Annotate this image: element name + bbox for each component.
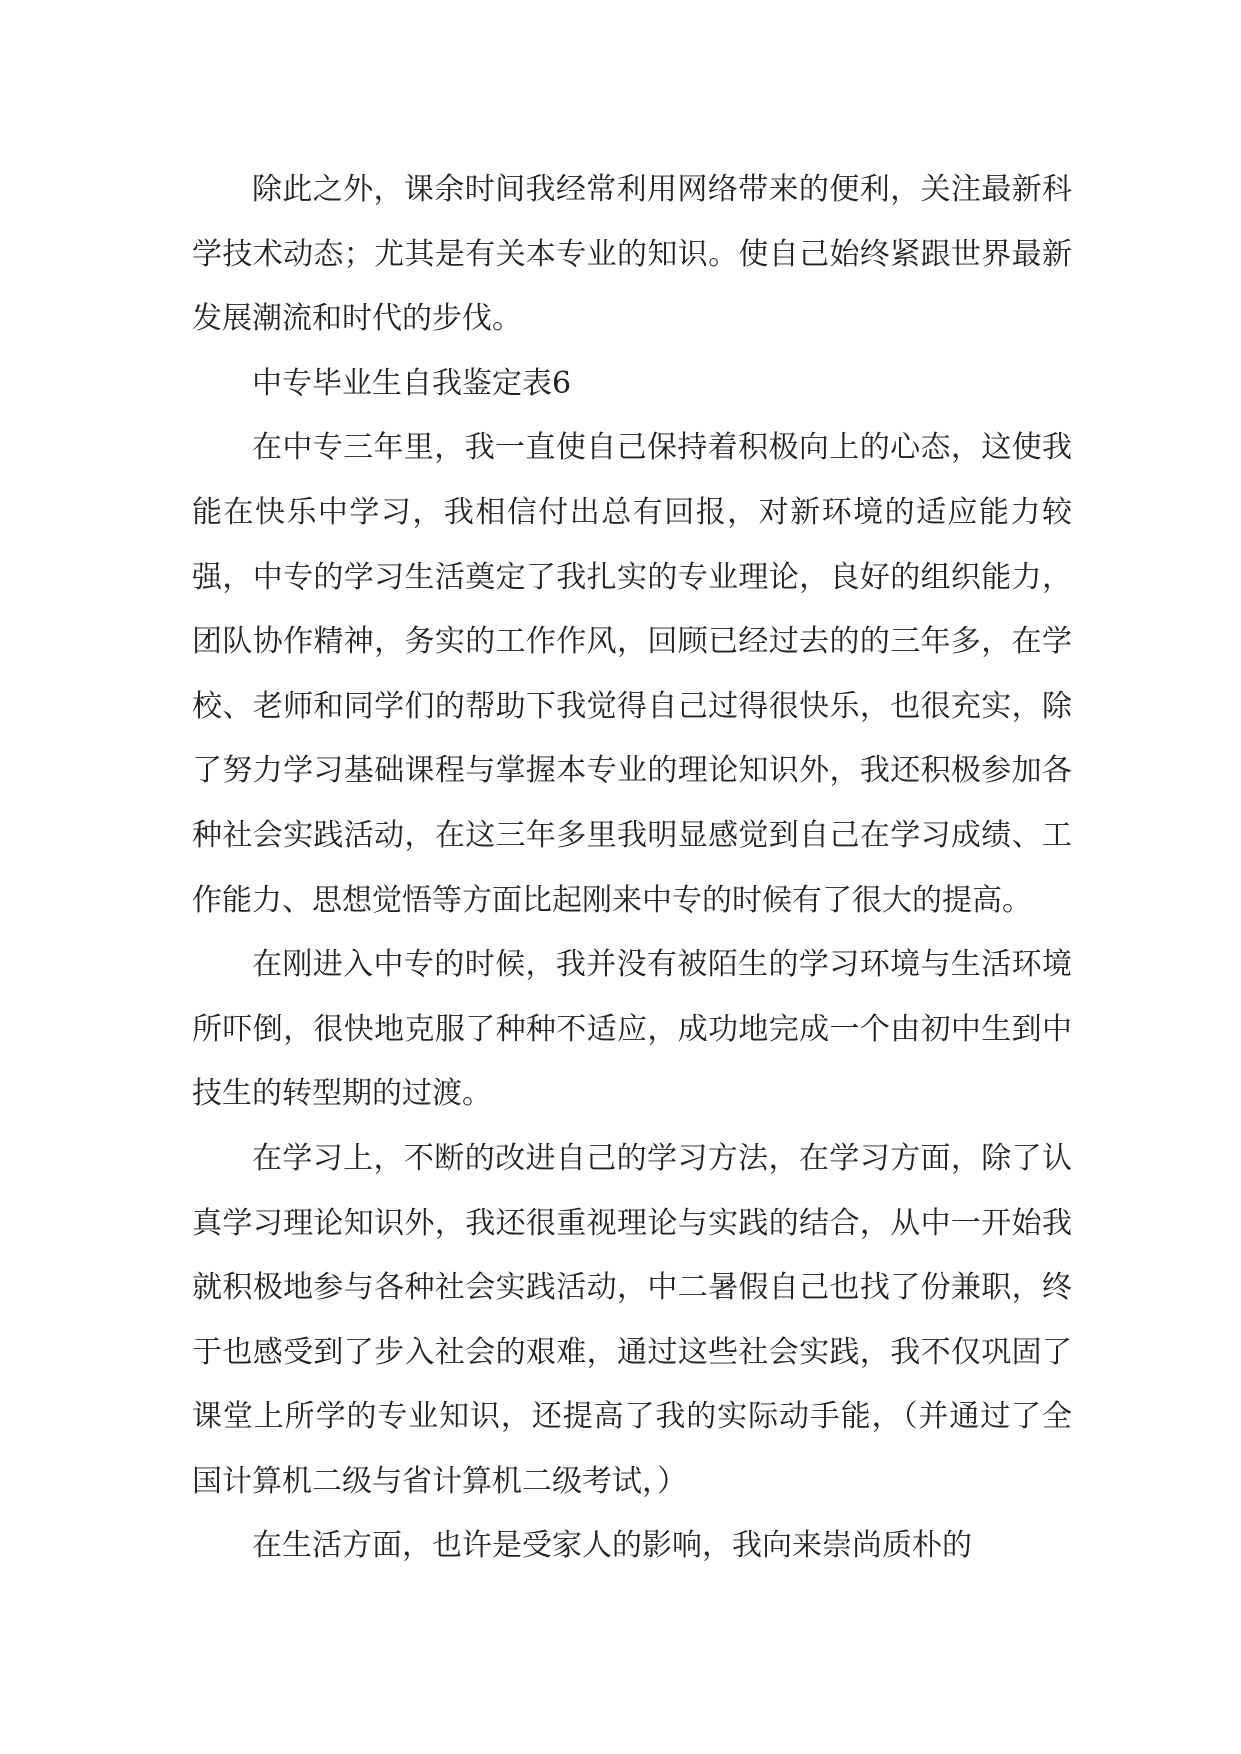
section-heading: 中专毕业生自我鉴定表6: [252, 365, 572, 401]
paragraph-tech-trends: 除此之外，课余时间我经常利用网络带来的便利，关注最新科学技术动态；尤其是有关本专业的知识。使自己始终紧跟世界最新发展潮流和时代的步伐。: [192, 172, 1072, 337]
document-body: [192, 158, 1072, 1579]
paragraph-life: 在生活方面，也许是受家人的影响，我向来崇尚质朴的: [252, 1528, 972, 1564]
paragraph-study: 在学习上，不断的改进自己的学习方法，在学习方面，除了认真学习理论知识外，我还很重视理论与实践的结合，从中一开始我就积极地参与各种社会实践活动，中二暑假自己也找了份兼职，终于也感受到了步入社会的艰难，通过这些社会实践，我不仅巩固了课堂上所学的专业知识，还提高了我的实际动手能，（并通过了全国计算机二级与省计算机二级考试，）: [192, 1140, 1072, 1499]
paragraph-entering-school: 在刚进入中专的时候，我并没有被陌生的学习环境与生活环境所吓倒，很快地克服了种种不适应，成功地完成一个由初中生到中技生的转型期的过渡。: [192, 947, 1072, 1112]
paragraph-three-years: 在中专三年里，我一直使自己保持着积极向上的心态，这使我能在快乐中学习，我相信付出总有回报，对新环境的适应能力较强，中专的学习生活奠定了我扎实的专业理论，良好的组织能力，团队协作精神，务实的工作作风，回顾已经过去的的三年多，在学校、老师和同学们的帮助下我觉得自己过得很快乐，也很充实，除了努力学习基础课程与掌握本专业的理论知识外，我还积极参加各种社会实践活动，在这三年多里我明显感觉到自己在学习成绩、工作能力、思想觉悟等方面比起刚来中专的时候有了很大的提高。: [192, 430, 1072, 918]
